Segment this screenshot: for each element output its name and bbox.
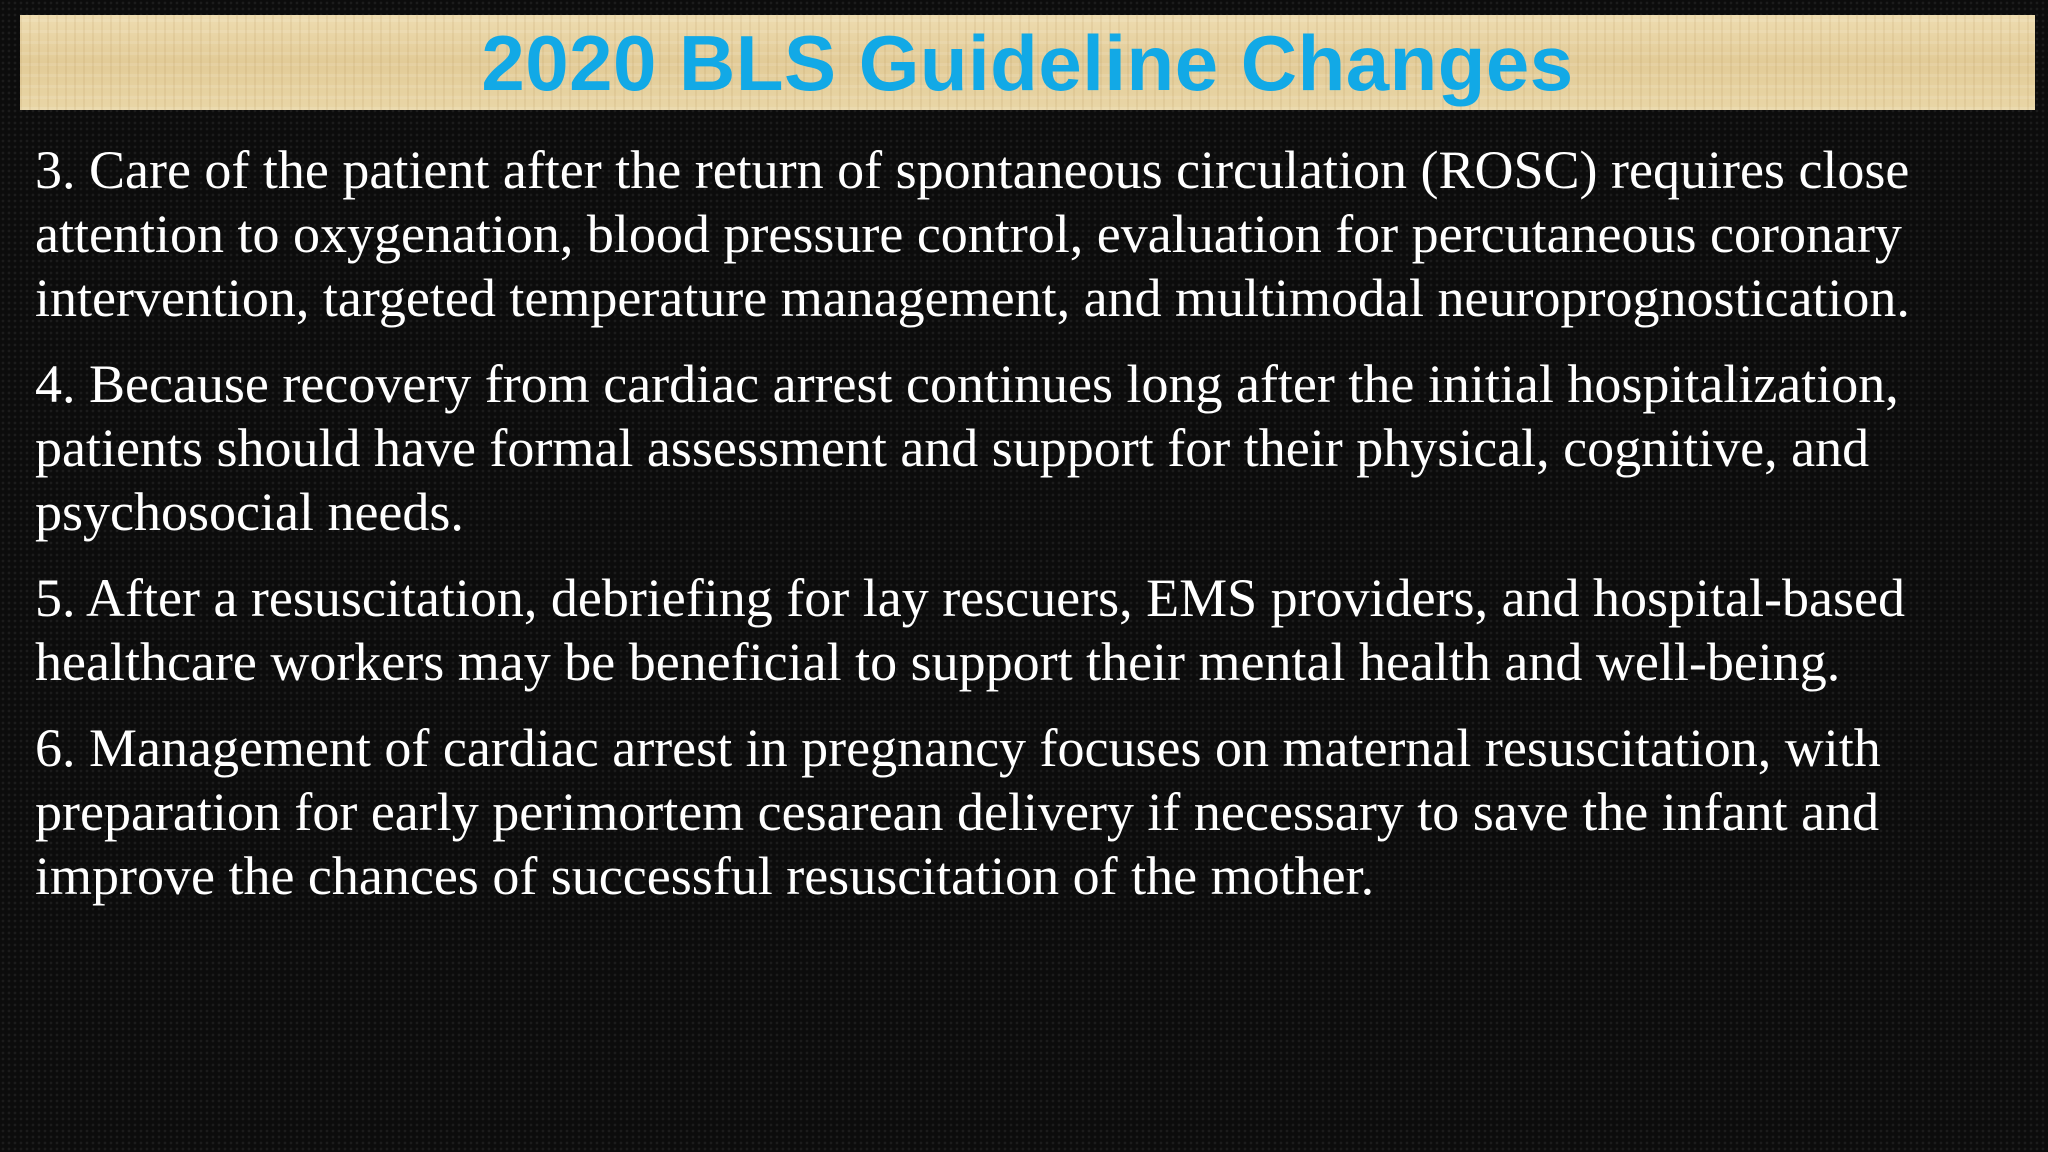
guideline-point-6: 6. Management of cardiac arrest in pregnancy focuses on maternal resuscitation, with preparation for early perimortem cesarean delivery if necessary to save the infant and improve the chances of successful resuscitation of the mother. bbox=[35, 718, 1881, 906]
guideline-point-5: 5. After a resuscitation, debriefing for lay rescuers, EMS providers, and hospital-based healthcare workers may be beneficial to support their mental health and well-being. bbox=[35, 568, 1905, 692]
guideline-point-4: 4. Because recovery from cardiac arrest continues long after the initial hospitalization, patients should have formal assessment and support for their physical, cognitive, and psychosocial needs. bbox=[35, 354, 1899, 542]
title-banner bbox=[20, 15, 2035, 110]
slide-content bbox=[35, 138, 2025, 930]
slide-title: 2020 BLS Guideline Changes bbox=[481, 18, 1574, 107]
guideline-point-3: 3. Care of the patient after the return of spontaneous circulation (ROSC) requires close attention to oxygenation, blood pressure control, evaluation for percutaneous coronary intervention, targeted temperature management, and multimodal neuroprognostication. bbox=[35, 140, 1910, 328]
